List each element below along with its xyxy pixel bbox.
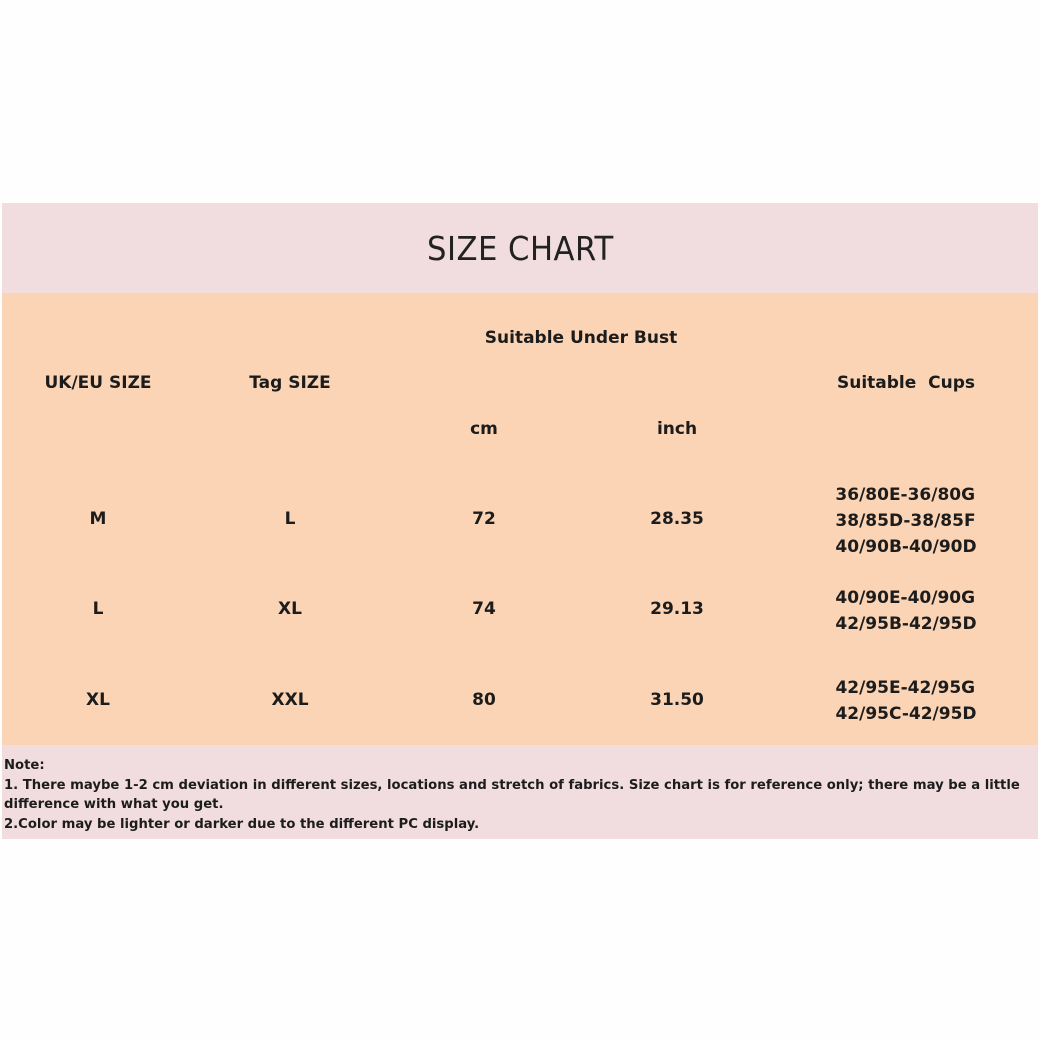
header-tag-size: Tag SIZE	[249, 373, 331, 393]
row-2-uk-eu: L	[92, 599, 104, 619]
note-line-2: 2.Color may be lighter or darker due to the different PC display.	[4, 816, 480, 832]
row-2-cups	[835, 585, 976, 637]
row-2-tag: XL	[278, 599, 302, 619]
row-1-cm: 72	[472, 509, 496, 529]
row-1-tag: L	[284, 509, 296, 529]
row-3-tag: XXL	[271, 690, 309, 710]
header-inch: inch	[656, 419, 698, 439]
row-3-cups	[835, 675, 976, 727]
row-1-cups-line-3: 40/90B-40/90D	[835, 537, 977, 557]
header-under-bust: Suitable Under Bust	[484, 328, 678, 348]
row-2-cups-line-2: 42/95B-42/95D	[835, 614, 977, 634]
title-band	[2, 203, 1038, 293]
row-1-cups-line-2: 38/85D-38/85F	[835, 511, 976, 531]
note-line-1b: difference with what you get.	[4, 797, 224, 813]
header-uk-eu-size: UK/EU SIZE	[44, 373, 152, 393]
row-1-cups-line-1: 36/80E-36/80G	[835, 485, 976, 505]
row-2-inch: 29.13	[650, 599, 704, 619]
header-cups: Suitable Cups	[836, 373, 976, 393]
note-line-1a: 1. There maybe 1-2 cm deviation in different sizes, locations and stretch of fabrics. Size chart is for reference only; there may be a little	[4, 777, 1020, 793]
note-heading: Note:	[4, 758, 45, 773]
row-3-uk-eu: XL	[86, 690, 110, 710]
row-3-cups-line-1: 42/95E-42/95G	[835, 678, 976, 698]
header-cm: cm	[470, 419, 498, 439]
row-1-inch: 28.35	[650, 509, 704, 529]
row-3-cups-line-2: 42/95C-42/95D	[835, 704, 977, 724]
row-1-uk-eu: M	[89, 509, 107, 529]
note-text	[4, 756, 1034, 834]
row-3-cm: 80	[472, 690, 496, 710]
row-3-inch: 31.50	[650, 690, 704, 710]
row-2-cm: 74	[472, 599, 496, 619]
row-1-cups	[835, 482, 976, 560]
page-title: SIZE CHART	[426, 228, 614, 268]
row-2-cups-line-1: 40/90E-40/90G	[835, 588, 976, 608]
